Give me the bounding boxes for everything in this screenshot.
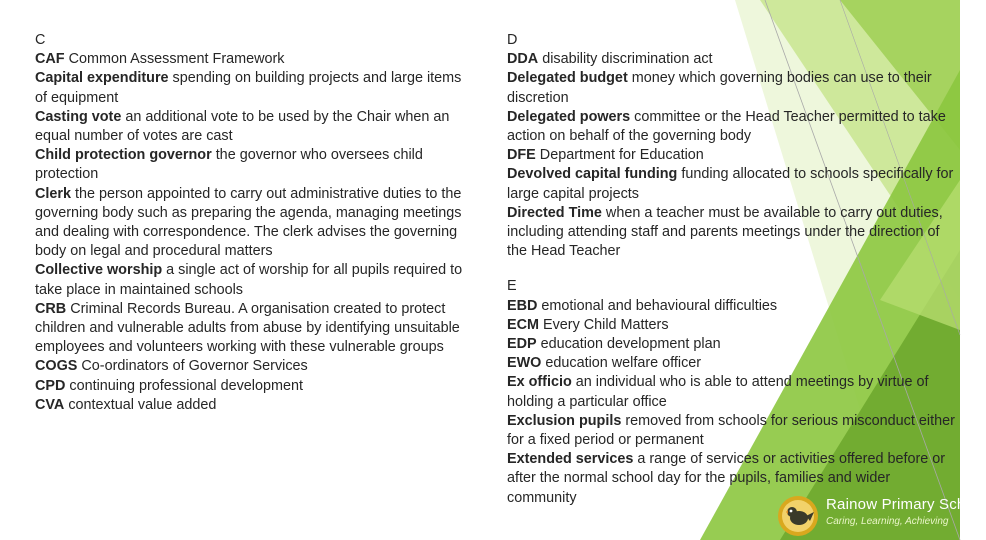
entry-definition: a range of services or activities offered before or after the normal school day for the pupils, families and wider community <box>507 451 946 506</box>
entry-definition: removed from schools for serious misconduct either for a fixed period or permanent <box>507 412 955 449</box>
entry-definition: contextual value added <box>68 396 217 413</box>
glossary-entry <box>507 316 960 335</box>
school-logo <box>776 492 986 540</box>
entry-term: CAF <box>35 51 65 68</box>
glossary-entry <box>35 185 475 262</box>
glossary-entry <box>507 50 960 69</box>
entry-definition: committee or the Head Teacher permitted to take action on behalf of the governing body <box>507 108 946 145</box>
glossary-entry <box>35 377 475 396</box>
glossary-entry <box>35 108 475 146</box>
glossary-entry <box>35 396 475 415</box>
entry-term: CPD <box>35 377 66 394</box>
entry-definition: when a teacher must be available to carry out duties, including attending staff and parents meetings under the direction of the Head Teacher <box>507 204 943 260</box>
entry-definition: the governor who oversees child protection <box>35 147 423 183</box>
entry-term: EBD <box>507 297 538 314</box>
entry-term: CVA <box>35 396 65 413</box>
entry-definition: Co-ordinators of Governor Services <box>81 358 308 375</box>
entry-definition: an additional vote to be used by the Chair when an equal number of votes are cast <box>35 108 450 145</box>
entry-definition: money which governing bodies can use to their discretion <box>507 70 932 106</box>
glossary-entry <box>507 108 960 146</box>
entry-definition: continuing professional development <box>69 377 303 394</box>
glossary-entry <box>507 412 960 450</box>
glossary-entry <box>35 300 475 358</box>
entry-term: Collective worship <box>35 262 163 279</box>
bird-emblem-icon <box>776 494 820 538</box>
entry-term: DFE <box>507 147 536 164</box>
entry-term: ECM <box>507 316 539 333</box>
section-letter-e: E <box>507 278 517 295</box>
entry-term: Extended services <box>507 451 634 468</box>
entry-definition: Criminal Records Bureau. A organisation created to protect children and vulnerable adults from abuse by identifying unsuitable employees and volunteers working with these vulnerable groups <box>35 300 460 356</box>
entry-definition: education development plan <box>540 336 721 353</box>
entry-term: CRB <box>35 300 67 317</box>
entry-definition: the person appointed to carry out administrative duties to the governing body such as preparing the agenda, managing meetings and dealing with correspondence. The clerk advises the governing body on legal and procedural matters <box>35 185 462 260</box>
glossary-entry <box>507 373 960 411</box>
entry-definition: disability discrimination act <box>542 51 713 68</box>
glossary-entry <box>507 297 960 316</box>
entry-term: EDP <box>507 336 537 353</box>
entry-definition: spending on building projects and large items of equipment <box>35 70 462 106</box>
entry-term: COGS <box>35 358 78 375</box>
glossary-column-d-e <box>507 31 960 508</box>
entry-term: EWO <box>507 355 542 372</box>
glossary-entry <box>507 354 960 373</box>
glossary-entry <box>507 165 960 203</box>
entry-definition: Every Child Matters <box>542 316 669 333</box>
glossary-entry <box>35 69 475 107</box>
entry-term: Delegated powers <box>507 108 631 125</box>
entry-term: Exclusion pupils <box>507 412 622 429</box>
glossary-entry <box>35 50 475 69</box>
entry-term: Capital expenditure <box>35 70 169 87</box>
entry-definition: an individual who is able to attend meetings by virtue of holding a particular office <box>507 374 929 410</box>
entry-term: Directed Time <box>507 204 602 221</box>
entry-term: Devolved capital funding <box>507 166 678 183</box>
glossary-entry <box>507 69 960 107</box>
glossary-entry <box>507 204 960 262</box>
glossary-entry <box>507 146 960 165</box>
entry-definition: emotional and behavioural difficulties <box>541 297 778 314</box>
entry-term: DDA <box>507 51 539 68</box>
entry-definition: a single act of worship for all pupils required to take place in maintained schools <box>35 262 463 298</box>
school-tagline: Caring, Learning, Achieving <box>826 516 949 527</box>
entry-definition: Common Assessment Framework <box>68 51 285 68</box>
entry-term: Casting vote <box>35 108 122 125</box>
glossary-column-c <box>35 31 475 415</box>
entry-definition: Department for Education <box>539 147 704 164</box>
section-letter-c: C <box>35 32 46 48</box>
entry-term: Delegated budget <box>507 70 628 87</box>
school-name: Rainow Primary School <box>826 496 986 513</box>
glossary-entry <box>35 146 475 184</box>
entry-term: Clerk <box>35 185 71 202</box>
entry-definition: funding allocated to schools specifically for large capital projects <box>507 166 954 202</box>
entry-definition: education welfare officer <box>545 355 702 372</box>
glossary-entry <box>35 357 475 376</box>
section-letter-d: D <box>507 32 518 48</box>
glossary-entry <box>35 261 475 299</box>
entry-term: Child protection governor <box>35 147 212 164</box>
entry-term: Ex officio <box>507 374 572 391</box>
section-spacer <box>507 261 960 277</box>
glossary-entry <box>507 335 960 354</box>
